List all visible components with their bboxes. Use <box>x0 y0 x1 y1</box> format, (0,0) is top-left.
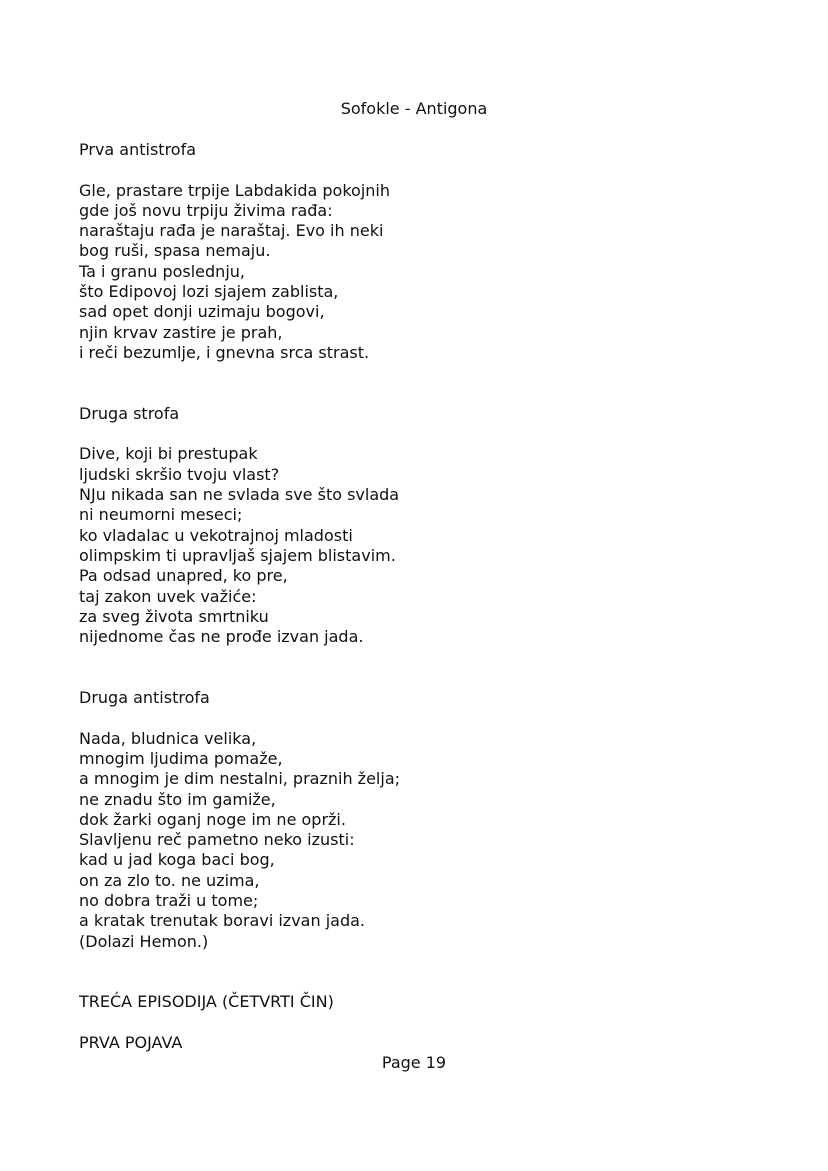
verse-line: no dobra traži u tome; <box>79 890 259 910</box>
verse-line: ko vladalac u vekotrajnoj mladosti <box>79 525 353 545</box>
verse-line: bog ruši, spasa nemaju. <box>79 241 271 261</box>
verse-line: nijednome čas ne prođe izvan jada. <box>79 627 364 647</box>
verse-line: NJu nikada san ne svlada sve što svlada <box>79 485 400 505</box>
verse-line: dok žarki oganj noge im ne oprži. <box>79 809 346 829</box>
verse-line: a kratak trenutak boravi izvan jada. <box>79 911 365 931</box>
scene-heading: PRVA POJAVA <box>79 1033 183 1053</box>
verse-line: ne znadu što im gamiže, <box>79 789 276 809</box>
verse-line: gde još novu trpiju živima rađa: <box>79 200 333 220</box>
verse-line: taj zakon uvek važiće: <box>79 586 257 606</box>
verse-line: Slavljenu reč pametno neko izusti: <box>79 830 355 850</box>
section-title-druga-antistrofa: Druga antistrofa <box>79 688 210 708</box>
page-number: Page 19 <box>381 1053 447 1072</box>
verse-line: za sveg života smrtniku <box>79 606 269 626</box>
verse-line: on za zlo to. ne uzima, <box>79 870 260 890</box>
verse-line: Gle, prastare trpije Labdakida pokojnih <box>79 180 390 200</box>
verse-line: olimpskim ti upravljaš sjajem blistavim. <box>79 545 396 565</box>
document-title: Sofokle - Antigona <box>340 99 488 118</box>
verse-line: Nada, bludnica velika, <box>79 728 257 748</box>
verse-line: kad u jad koga baci bog, <box>79 850 275 870</box>
verse-line: naraštaju rađa je naraštaj. Evo ih neki <box>79 221 384 241</box>
stanza-druga-strofa <box>79 444 759 647</box>
section-title-prva-antistrofa: Prva antistrofa <box>79 140 197 159</box>
stage-direction: (Dolazi Hemon.) <box>79 931 209 951</box>
verse-line: Ta i granu poslednju, <box>79 261 245 281</box>
page-header <box>0 99 828 119</box>
verse-line: njin krvav zastire je prah, <box>79 322 283 342</box>
verse-line: i reči bezumlje, i gnevna srca strast. <box>79 342 370 362</box>
document-body <box>79 140 759 1053</box>
verse-line: sad opet donji uzimaju bogovi, <box>79 302 325 322</box>
verse-line: što Edipovoj lozi sjajem zablista, <box>79 282 339 302</box>
stanza-prva-antistrofa <box>79 181 759 364</box>
section-title-druga-strofa: Druga strofa <box>79 403 180 423</box>
verse-line: mnogim ljudima pomaže, <box>79 748 283 768</box>
verse-line: ni neumorni meseci; <box>79 505 243 525</box>
verse-line: Dive, koji bi prestupak <box>79 444 258 464</box>
stanza-druga-antistrofa <box>79 729 759 952</box>
verse-line: a mnogim je dim nestalni, praznih želja; <box>79 769 401 789</box>
episode-heading: TREĆA EPISODIJA (ČETVRTI ČIN) <box>79 992 334 1012</box>
verse-line: ljudski skršio tvoju vlast? <box>79 464 280 484</box>
verse-line: Pa odsad unapred, ko pre, <box>79 566 288 586</box>
